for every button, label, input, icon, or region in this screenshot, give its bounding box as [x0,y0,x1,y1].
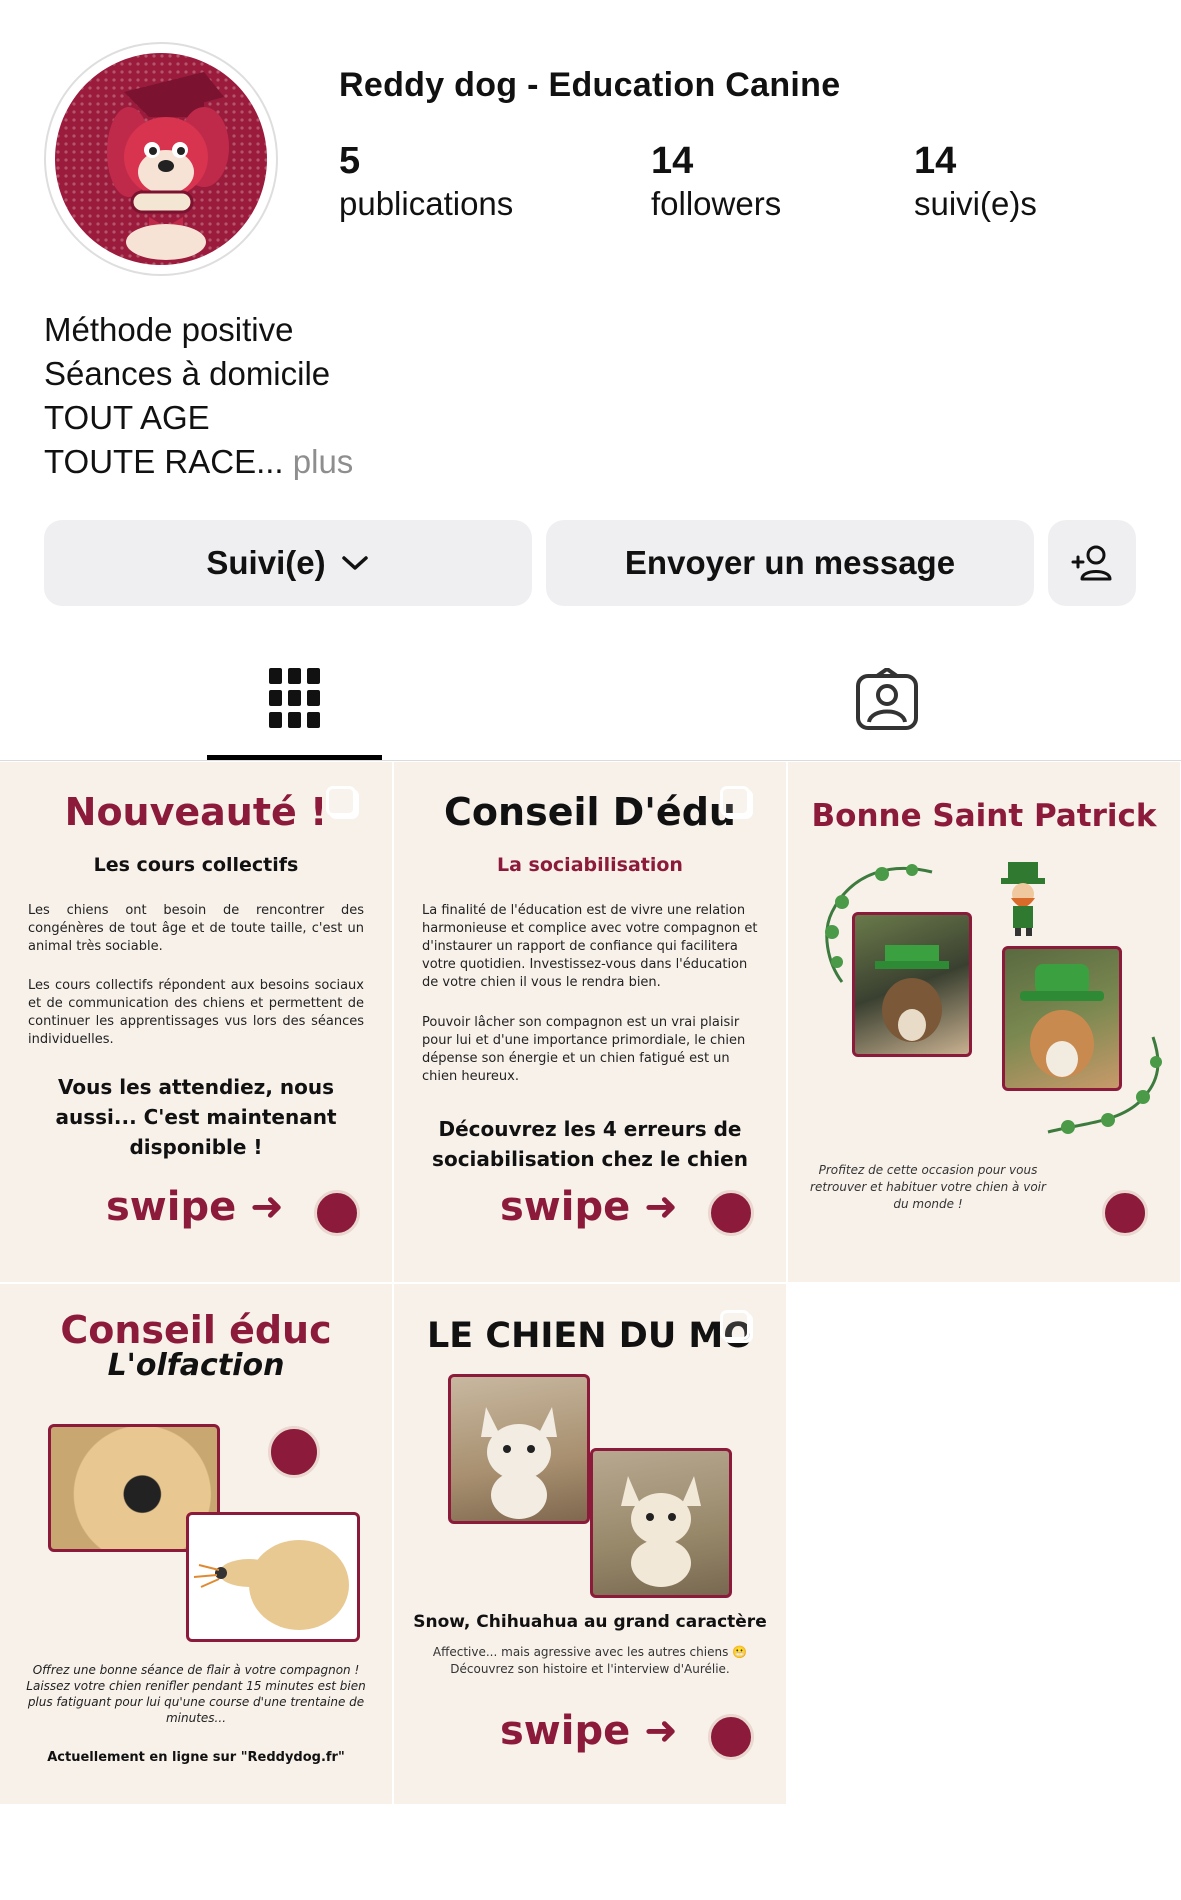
dog-mascot-icon [54,52,268,266]
add-user-icon [1070,543,1114,583]
post-paragraph: La finalité de l'éducation est de vivre une relation harmonieuse et complice avec votre compagnon et d'instaurer un rapport de confiance qui facilitera votre quotidien. Investissez-vous dans l'éducation de votre chien il vous le rendra bien. [422,903,758,990]
grid-icon [269,668,321,730]
bio-line: Séances à domicile [44,355,331,392]
chevron-down-icon [340,553,370,573]
brand-logo-icon [708,1714,754,1760]
dog-photo [590,1448,732,1598]
stat-label: followers [651,185,782,222]
stat-label: publications [339,185,514,222]
stat-value: 14 [914,140,957,182]
swipe-label: swipe ➜ [500,1708,678,1754]
dog-smelling-photo [186,1512,360,1642]
post-caption: Profitez de cette occasion pour vous retrouver et habituer votre chien à voir du monde ! [810,1163,1046,1211]
profile-bio [44,308,353,484]
post-title: Bonne Saint Patrick [811,798,1157,834]
post-title: Conseil D'édu [444,790,736,834]
following-label: Suivi(e) [206,544,326,581]
message-label: Envoyer un message [624,544,956,581]
message-button[interactable] [546,520,1034,606]
bio-more-link[interactable]: plus [292,443,354,480]
post-tile[interactable] [0,1284,392,1804]
post-title: LE CHIEN DU MO [426,1316,754,1356]
post-subtitle: Les cours collectifs [93,854,299,876]
brand-logo-icon [708,1190,754,1236]
post-title: Nouveauté ! [64,790,328,834]
post-footer: Actuellement en ligne sur "Reddydog.fr" [47,1750,345,1765]
dog-photo [852,912,972,1057]
bio-line: TOUTE RACE... [44,443,284,480]
profile-name: Reddy dog - Education Canine [339,66,841,104]
post-paragraph: Les chiens ont besoin de rencontrer des congénères de tout âge et de toute taille, c'est un animal très sociable. [28,903,364,954]
brand-logo-icon [268,1426,320,1478]
post-tile[interactable] [394,1284,786,1804]
tab-posts-grid[interactable] [207,640,382,760]
suggest-user-button[interactable] [1048,520,1136,606]
following-button[interactable] [44,520,532,606]
post-caption: Affective... mais agressive avec les autres chiens 😬 Découvrez son histoire et l'interview d'Aurélie. [432,1645,748,1676]
stat-label: suivi(e)s [914,185,1037,222]
post-cta: Découvrez les 4 erreurs de sociabilisation chez le chien [432,1117,748,1171]
swipe-label: swipe ➜ [106,1184,284,1230]
stat-value: 14 [651,140,694,182]
stat-value: 5 [339,140,361,182]
carousel-icon [720,1310,750,1340]
tagged-icon [855,668,919,732]
carousel-icon [326,786,356,816]
post-headline: Snow, Chihuahua au grand caractère [413,1612,767,1632]
post-cta: Vous les attendiez, nous aussi... C'est maintenant disponible ! [55,1075,337,1159]
dog-photo [448,1374,590,1524]
bio-line: Méthode positive [44,311,294,348]
post-paragraph: Les cours collectifs répondent aux besoins sociaux et de communication des chiens et permettent de continuer les apprentissages vus lors des séances individuelles. [28,978,364,1047]
brand-logo-icon [314,1190,360,1236]
post-title: Conseil éduc [60,1308,332,1352]
stat-followers[interactable] [651,138,781,224]
tab-divider [0,760,1181,761]
swipe-label: swipe ➜ [500,1184,678,1230]
post-subtitle: L'olfaction [107,1348,285,1383]
post-tile[interactable] [788,762,1180,1282]
carousel-icon [720,786,750,816]
post-caption: Offrez une bonne séance de flair à votre compagnon ! Laissez votre chien renifler pendant 15 minutes est bien plus fatiguant pour lui qu'une course d'une trentaine de minutes... [26,1663,366,1725]
stat-following[interactable] [914,138,1037,224]
brand-logo-icon [1102,1190,1148,1236]
tab-tagged[interactable] [800,640,975,760]
clover-vine-icon [1038,1032,1168,1142]
leprechaun-icon [993,858,1053,938]
post-tile[interactable] [394,762,786,1282]
post-paragraph: Pouvoir lâcher son compagnon est un vrai plaisir pour lui et d'une importance primordiale, le chien dépense son énergie et un chien fatigué est un chien heureux. [422,1015,746,1084]
post-tile[interactable] [0,762,392,1282]
bio-line: TOUT AGE [44,399,210,436]
stat-publications[interactable] [339,138,513,224]
profile-avatar[interactable] [44,42,278,276]
post-subtitle: La sociabilisation [497,854,683,876]
